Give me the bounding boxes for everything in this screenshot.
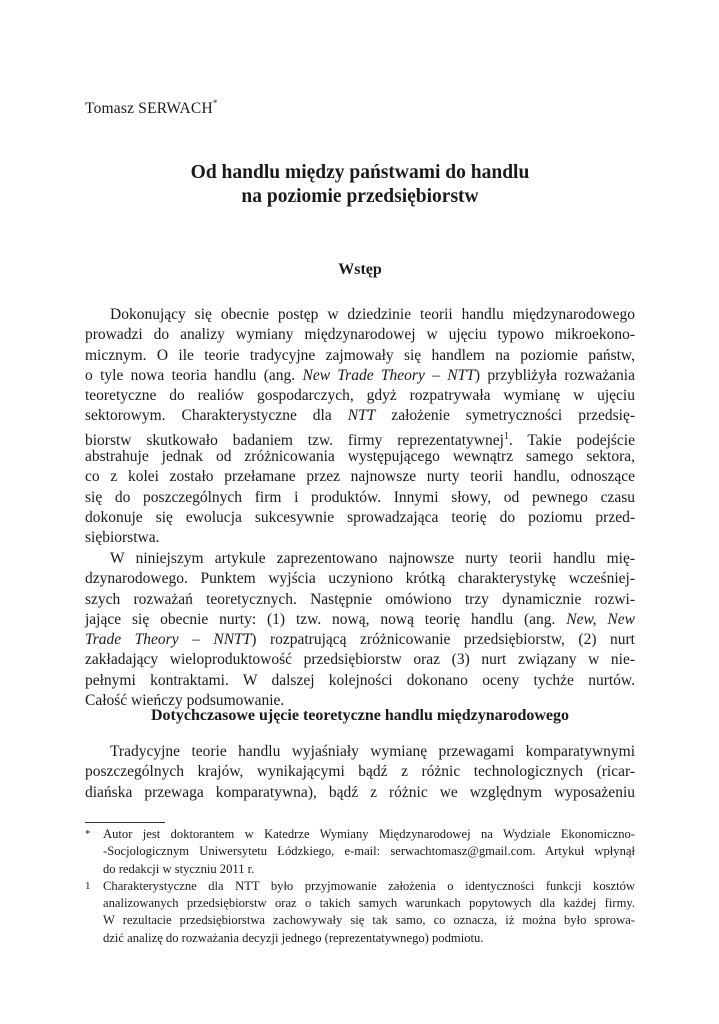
footnote-author: [85, 826, 635, 878]
footnote-1: [85, 878, 635, 947]
footnote-line: -Socjologicznym Uniwersytetu Łódzkiego, e-mail: serwachtomasz@gmail.com. Artykuł wpłynął: [103, 844, 635, 859]
text-line: Dokonujący się obecnie postęp w dziedzinie teorii handlu międzynarodowego: [110, 306, 635, 323]
italic-term: New, New: [566, 610, 635, 628]
text-line: abstrahuje jednak od zróżnicowania występującego wewnątrz samego sektora,: [85, 448, 635, 466]
footnote-mark: 1: [85, 879, 91, 892]
footnote-line: Autor jest doktorantem w Katedrze Wymiany Międzynarodowej na Wydziale Ekonomiczno-: [103, 827, 635, 841]
text-line: siębiorstwa.: [85, 529, 160, 547]
footnote-line: dzić analizę do rozważania decyzji jednego (reprezentatywnego) podmiotu.: [103, 930, 484, 945]
italic-term: NTT: [347, 407, 376, 425]
text-fragment: . Takie podejście: [508, 431, 635, 449]
text-line: pełnymi kontraktami. W dalszej kolejności dokonano oceny tychże nurtów.: [85, 671, 635, 689]
text-fragment: założenie symetryczności przedsię-: [375, 407, 635, 425]
footnote-line: Charakterystyczne dla NTT było przyjmowanie założenia o identyczności funkcji kosztów: [103, 878, 635, 893]
footnote-line: do redakcji w styczniu 2011 r.: [103, 861, 255, 876]
paragraph-traditional-1: [85, 742, 635, 803]
footnote-line: W rezultacie przedsiębiorstwa zachowywały się tak samo, co oznacza, iż można było sprowa-: [103, 913, 635, 928]
text-line: dokonuje się ewolucja sukcesywnie sprowadzająca teorię do poziomu przed-: [85, 508, 635, 526]
text-fragment: sektorowym. Charakterystyczne dla: [85, 407, 348, 425]
text-line: prowadzi do analizy wymiany międzynarodowej w ujęciu typowo mikroekono-: [85, 326, 635, 344]
title-line-2: na poziomie przedsiębiorstw: [241, 186, 479, 207]
article-title: [85, 161, 635, 209]
section-heading-traditional: Dotychczasowe ujęcie teoretyczne handlu międzynarodowego: [151, 707, 569, 724]
text-line: co z kolei zostało przełamane przez najnowsze nurty teorii handlu, odnoszące: [85, 468, 635, 486]
title-line-1: Od handlu między państwami do handlu: [190, 162, 530, 183]
text-line: [85, 427, 635, 447]
text-line: [85, 366, 635, 386]
text-line: [85, 406, 635, 426]
text-line: [85, 610, 635, 630]
author-line: [85, 100, 218, 118]
text-line: W niniejszym artykule zaprezentowano najnowsze nurty teorii handlu mię-: [110, 550, 635, 567]
footnote-divider: [85, 822, 165, 823]
text-line: teoretyczne do realiów gospodarczych, gdyż rozpatrywała wymianę w ujęciu: [85, 387, 635, 405]
text-fragment: jające się obecnie nurty: (1) tzw. nową, nową teorię handlu (ang.: [85, 610, 567, 628]
text-line: [85, 630, 635, 650]
text-line: poszczególnych krajów, wynikającymi bądź z różnic technologicznych (ricar-: [85, 763, 635, 781]
section-heading-intro: Wstęp: [338, 261, 382, 278]
paragraph-intro-1: [85, 305, 635, 549]
author-footnote-mark: *: [212, 98, 218, 108]
text-line: się do poszczególnych firm i produktów. Innymi słowy, od pewnego czasu: [85, 488, 635, 506]
text-line: Tradycyjne teorie handlu wyjaśniały wymianę przewagami komparatywnymi: [110, 743, 635, 760]
text-fragment: ) rozpatrującą zróżnicowanie przedsiębiorstw, (2) nurt: [251, 631, 635, 649]
footnotes: [85, 826, 635, 947]
italic-term: New Trade Theory – NTT: [302, 366, 475, 384]
footnote-mark: *: [85, 828, 91, 840]
text-fragment: o tyle nowa teoria handlu (ang.: [85, 366, 303, 384]
text-line: micznym. O ile teorie tradycyjne zajmowały się handlem na poziomie państw,: [85, 346, 635, 364]
text-fragment: ) przybliżyła rozważania: [474, 366, 635, 384]
text-fragment: biorstw skutkowało badaniem tzw. firmy reprezentatywnej: [85, 431, 504, 449]
text-line: szych rozważań teoretycznych. Następnie omówiono trzy dynamicznie rozwi-: [85, 590, 635, 608]
text-line: diańska przewaga komparatywna), bądź z różnic we względnym wyposażeniu: [85, 783, 635, 801]
text-line: zakładający wieloproduktowość przedsiębiorstw oraz (3) nurt związany w nie-: [85, 651, 635, 669]
footnote-ref-1[interactable]: 1: [503, 430, 509, 442]
footnote-line: analizowanych przedsiębiorstw oraz o takich samych warunkach popytowych dla każdej firmy.: [103, 896, 635, 911]
italic-term: Trade Theory – NNTT: [85, 631, 252, 649]
author-name: Tomasz SERWACH: [85, 100, 213, 117]
paragraph-intro-2: [85, 549, 635, 711]
text-line: Całość wieńczy podsumowanie.: [85, 692, 285, 710]
text-line: dzynarodowego. Punktem wyjścia uczyniono krótką charakterystykę wcześniej-: [85, 570, 635, 588]
